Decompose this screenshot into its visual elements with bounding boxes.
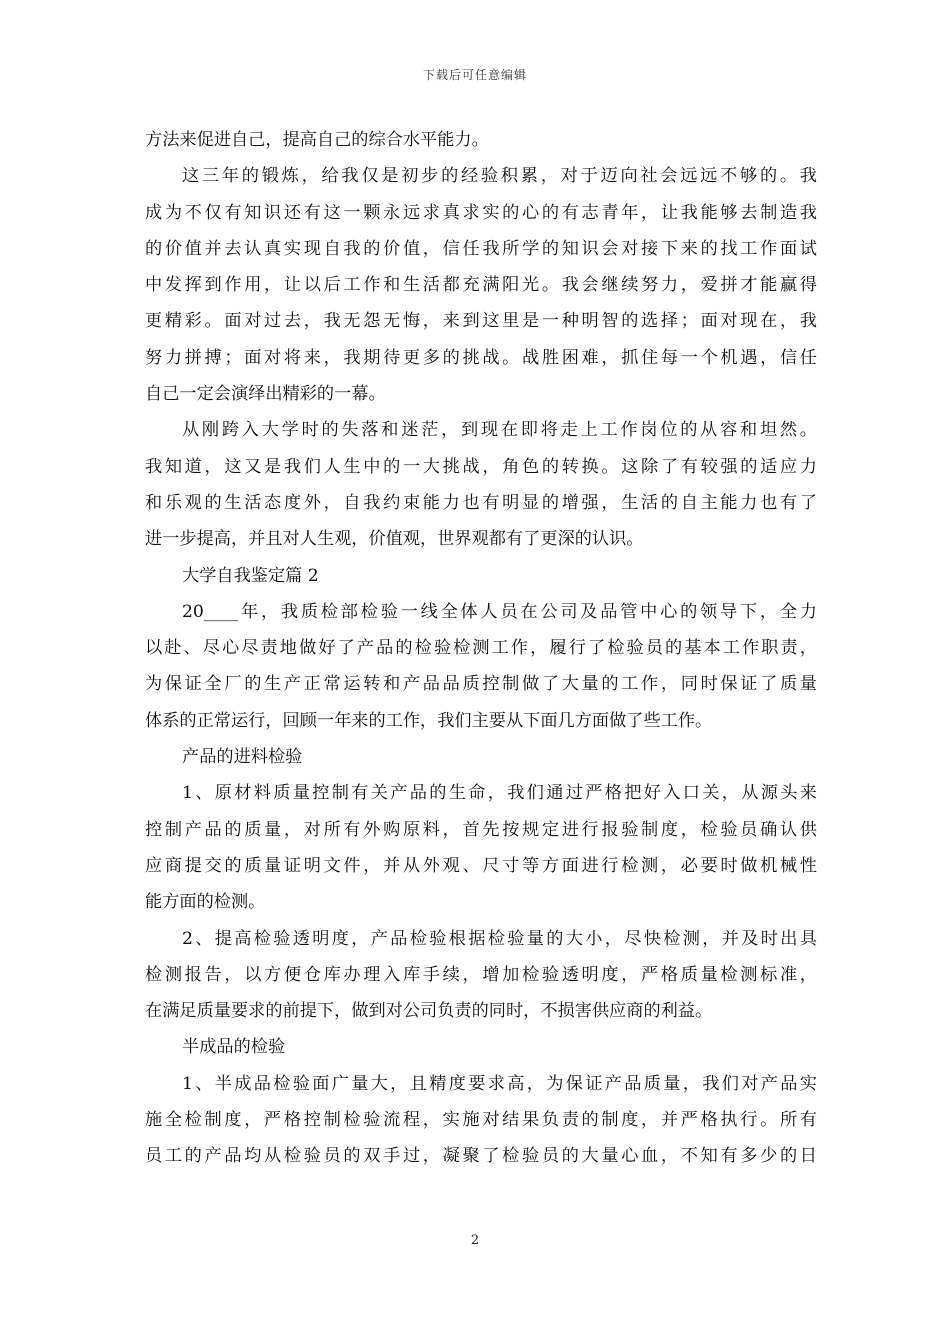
text-line: 控制产品的质量，对所有外购原料，首先按规定进行报验制度，检验员确认供	[145, 819, 817, 840]
text-line: 在满足质量要求的前提下，做到对公司负责的同时，不损害供应商的利益。	[145, 1001, 713, 1022]
text-line: 1、半成品检验面广量大，且精度要求高，为保证产品质量，我们对产品实	[182, 1073, 817, 1094]
text-line: 能方面的检测。	[145, 892, 266, 913]
text-line: 产品的进料检验	[182, 747, 303, 768]
text-line: 从刚跨入大学时的失落和迷茫，到现在即将走上工作岗位的从容和坦然。	[182, 420, 817, 441]
text-line: 应商提交的质量证明文件，并从外观、尺寸等方面进行检测，必要时做机械性	[145, 855, 817, 876]
text-line: 2、提高检验透明度，产品检验根据检验量的大小，尽快检测，并及时出具	[182, 928, 817, 949]
text-line: 1、原材料质量控制有关产品的生命，我们通过严格把好入口关，从源头来	[182, 783, 817, 804]
text-line: 以赴、尽心尽责地做好了产品的检验检测工作，履行了检验员的基本工作职责，	[145, 638, 817, 659]
text-line: 进一步提高，并且对人生观，价值观，世界观都有了更深的认识。	[145, 529, 644, 550]
text-line: 更精彩。面对过去，我无怨无悔，来到这里是一种明智的选择；面对现在，我	[145, 311, 817, 332]
text-line: 为保证全厂的生产正常运转和产品品质控制做了大量的工作，同时保证了质量	[145, 674, 817, 695]
text-line: 这三年的锻炼，给我仅是初步的经验积累，对于迈向社会远远不够的。我	[182, 166, 817, 187]
text-line: 中发挥到作用，让以后工作和生活都充满阳光。我会继续努力，爱拼才能赢得	[145, 275, 817, 296]
text-line: 努力拼搏；面对将来，我期待更多的挑战。战胜困难，抓住每一个机遇，信任	[145, 347, 817, 368]
text-line: 施全检制度，严格控制检验流程，实施对结果负责的制度，并严格执行。所有	[145, 1110, 817, 1131]
text-line: 和乐观的生活态度外，自我约束能力也有明显的增强，生活的自主能力也有了	[145, 492, 817, 513]
text-line: 20____年，我质检部检验一线全体人员在公司及品管中心的领导下，全力	[182, 601, 817, 622]
text-line: 大学自我鉴定篇 2	[182, 565, 319, 586]
text-line: 的价值并去认真实现自我的价值，信任我所学的知识会对接下来的找工作面试	[145, 238, 817, 259]
text-line: 方法来促进自己，提高自己的综合水平能力。	[145, 130, 489, 150]
page-number: 2	[470, 1233, 480, 1248]
document-body	[145, 122, 817, 1175]
text-line: 半成品的检验	[182, 1037, 286, 1058]
text-line: 自己一定会演绎出精彩的一幕。	[145, 384, 386, 405]
text-line: 我知道，这又是我们人生中的一大挑战，角色的转换。这除了有较强的适应力	[145, 456, 817, 477]
text-line: 检测报告，以方便仓库办理入库手续，增加检验透明度，严格质量检测标准，	[145, 964, 817, 985]
text-line: 成为不仅有知识还有这一颗永远求真求实的心的有志青年，让我能够去制造我	[145, 202, 817, 223]
text-line: 员工的产品均从检验员的双手过，凝聚了检验员的大量心血，不知有多少的日	[145, 1146, 817, 1167]
page-header: 下载后可任意编辑	[422, 68, 527, 82]
text-line: 体系的正常运行，回顾一年来的工作，我们主要从下面几方面做了些工作。	[145, 710, 713, 731]
